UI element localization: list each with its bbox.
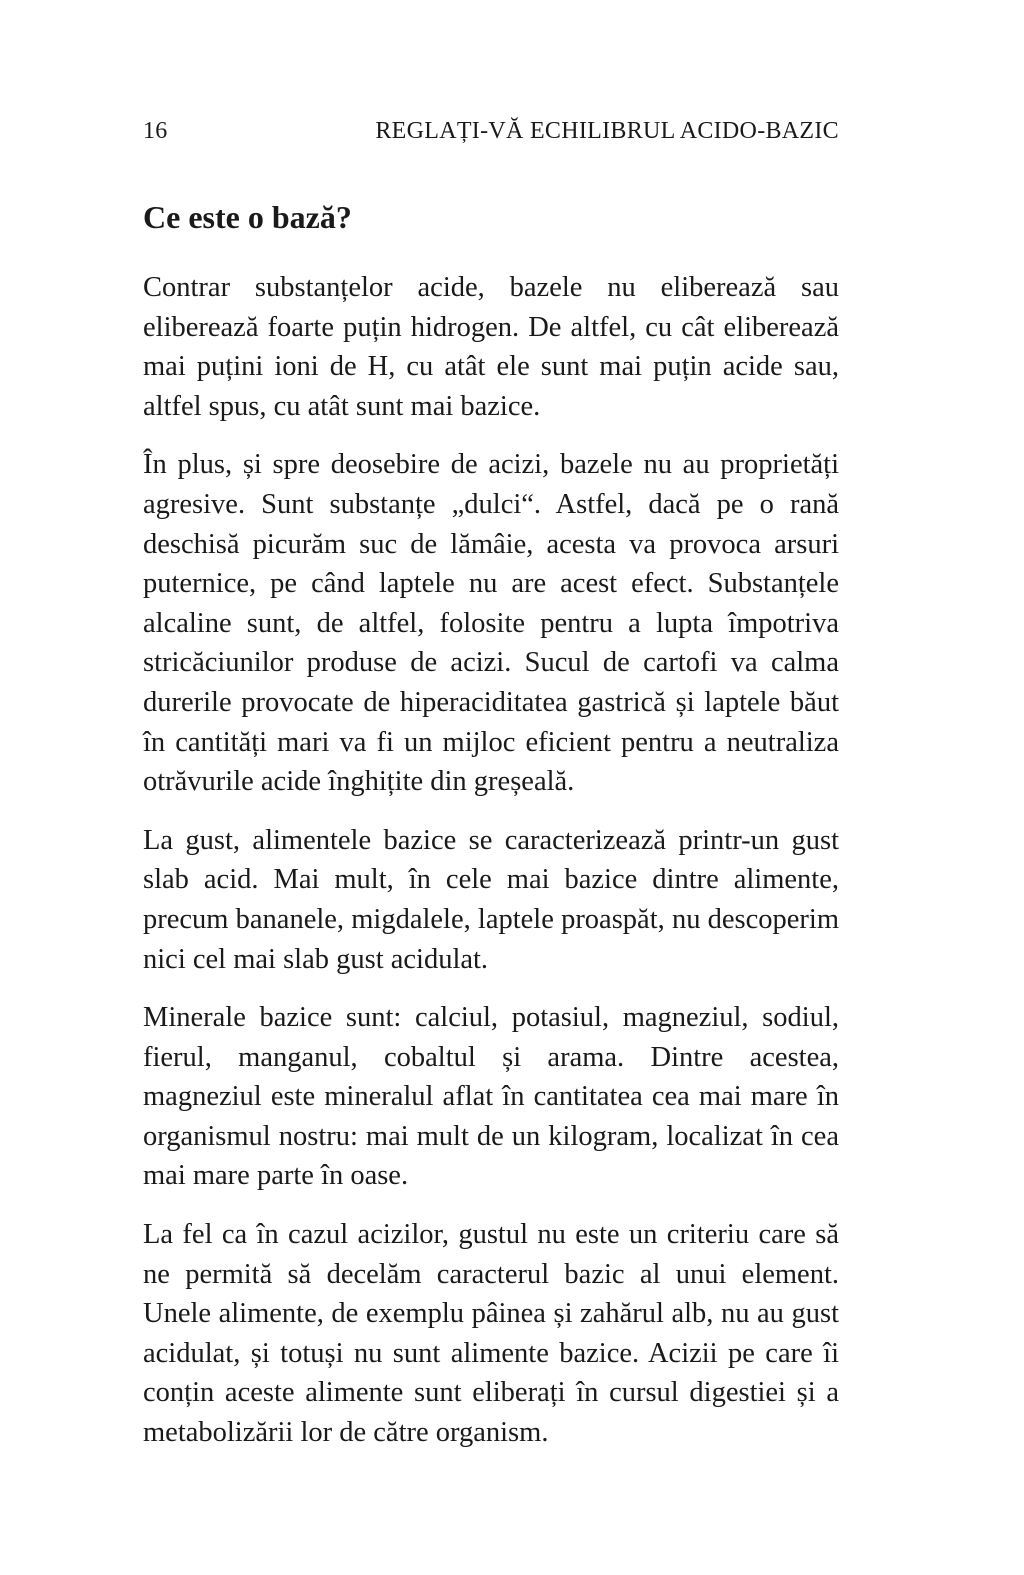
paragraph: Minerale bazice sunt: calciul, potasiul, magneziul, sodiul, fierul, manganul, cobaltul și arama. Dintre acestea, magneziul este mineralul aflat în cantitatea cea mai mare în organismul nostru: mai mult de un kilogram, localizat în cea mai mare parte în oase. — [143, 1002, 839, 1192]
paragraph: La fel ca în cazul acizilor, gustul nu este un criteriu care să ne permită să decelăm caracterul bazic al unui element. Unele alimente, de exemplu pâinea și zahărul alb, nu au gust acidulat, și totuși nu sunt alimente bazice. Acizii pe care îi conțin aceste alimente sunt eliberați în cursul digestiei și a metabolizării lor de către organism. — [143, 1219, 839, 1449]
book-page — [143, 118, 839, 1453]
page-number: 16 — [143, 118, 168, 144]
running-header — [143, 118, 839, 154]
paragraph: În plus, și spre deosebire de acizi, bazele nu au proprietăți agresive. Sunt substanțe „dulci“. Astfel, dacă pe o rană deschisă picurăm suc de lămâie, acesta va provoca arsuri puternice, pe când laptele nu are acest efect. Substanțele alcaline sunt, de altfel, folosite pentru a lupta împotriva stricăciunilor produse de acizi. Sucul de cartofi va calma durerile provocate de hiperaciditatea gastrică și laptele băut în cantități mari va fi un mijloc eficient pentru a neutraliza otrăvurile acide înghițite din greșeală. — [143, 449, 839, 798]
paragraph: Contrar substanțelor acide, bazele nu eliberează sau eliberează foarte puțin hidrogen. De altfel, cu cât eliberează mai puțini ioni de H, cu atât ele sunt mai puțin acide sau, altfel spus, cu atât sunt mai bazice. — [143, 272, 839, 422]
running-title: REGLAȚI-VĂ ECHILIBRUL ACIDO-BAZIC — [375, 118, 839, 144]
section-title: Ce este o bază? — [143, 199, 352, 235]
paragraph: La gust, alimentele bazice se caracterizează printr-un gust slab acid. Mai mult, în cele mai bazice dintre alimente, precum bananele, migdalele, laptele proaspăt, nu descoperim nici cel mai slab gust acidulat. — [143, 824, 839, 975]
